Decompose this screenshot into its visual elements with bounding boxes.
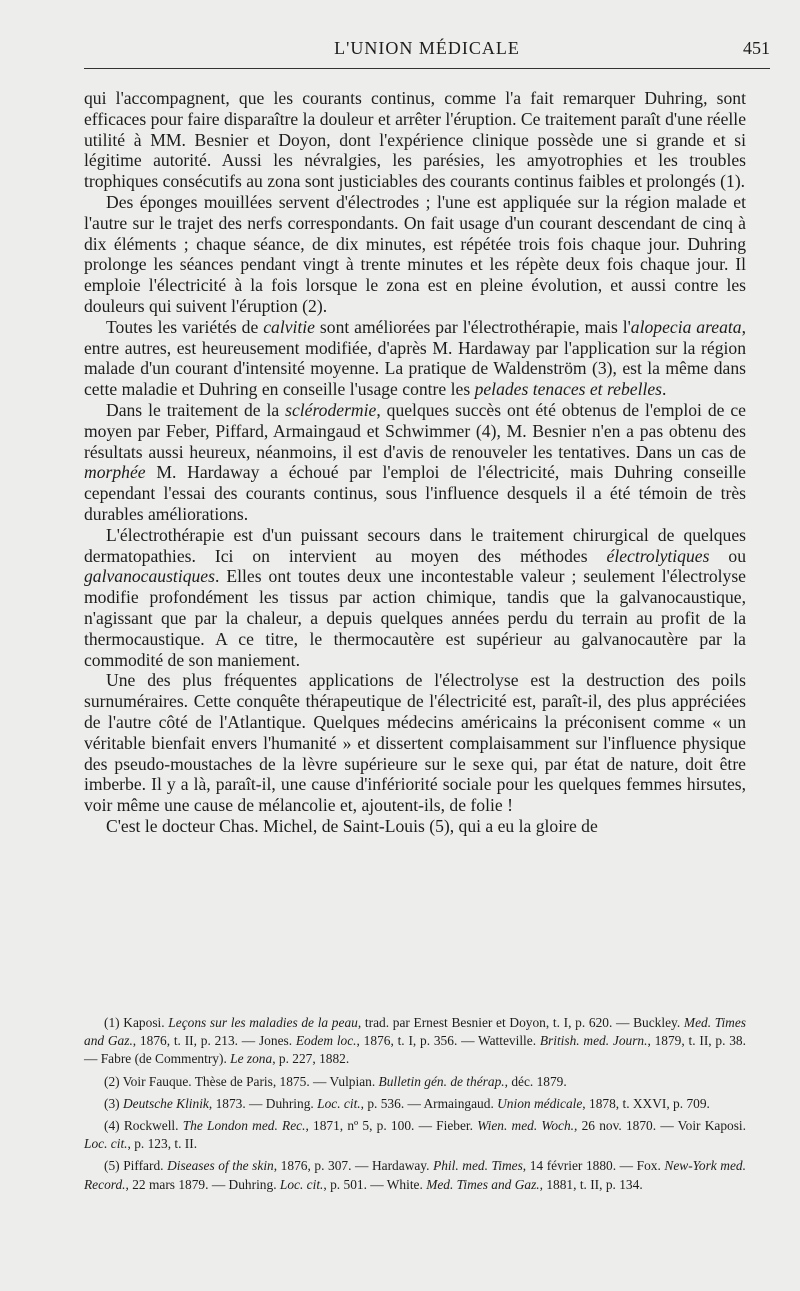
text-run: , 1873. — Duhring. [208, 1095, 318, 1111]
text-run: , trad. par Ernest Besnier et Doyon, t. I, p. 620. — Buckley. [357, 1015, 684, 1030]
paragraph [84, 670, 746, 816]
text-run: Toutes les variétés de [106, 316, 264, 337]
italic-text: Deutsche Klinik [122, 1095, 209, 1111]
text-run: , 1876, t. II, p. 213. — Jones. [132, 1033, 296, 1049]
italic-text: Bulletin gén. de thérap. [378, 1073, 505, 1089]
italic-text: New-York med. Record. [84, 1158, 746, 1192]
italic-text: Wien. med. Woch. [477, 1118, 575, 1134]
text-run: (2) Voir Fauque. Thèse de Paris, 1875. — Vulpian. [104, 1073, 379, 1089]
footnotes [84, 1014, 746, 1198]
paragraph [84, 88, 746, 192]
italic-text: morphée [84, 462, 146, 483]
italic-text: Eodem loc. [295, 1033, 357, 1049]
text-run: (4) Rockwell. [104, 1118, 183, 1134]
text-run: Des éponges mouillées servent d'électrodes ; l'une est appliquée sur la région malade et l'autre sur le trajet des nerfs correspondants. On fait usage d'un courant descendant de cinq à dix éléments ; chaque séance, de dix minutes, est répétée trois fois chaque jour. Duhring prolonge les séances pendant vingt à trente minutes et les répète deux fois chaque jour. Il emploie l'électricité à la fois lorsque le zona est en pleine évolution, et aussi contre les douleurs qui suivent l'éruption (2). [84, 191, 746, 316]
italic-text: Med. Times and Gaz. [426, 1176, 540, 1192]
paragraph [84, 317, 746, 400]
footnote [84, 1014, 746, 1069]
text-run: , 14 février 1880. — Fox. [522, 1158, 665, 1174]
text-run: , quelques succès ont été obtenus de l'emploi de ce moyen par Feber, Piffard, Armaingaud et Schwimmer (4), M. Besnier n'en a pas obtenu des résultats aussi heureux, néanmoins, il est d'avis de renouveler les tentatives. Dans un cas de [84, 399, 746, 462]
text-run: , 1881, t. II, p. 134. [539, 1176, 643, 1192]
italic-text: Leçons sur les maladies de la peau [168, 1015, 358, 1030]
text-run: , 1876, t. I, p. 356. — Watteville. [356, 1033, 540, 1049]
paragraph [84, 816, 746, 837]
italic-text: British. med. Journ. [539, 1033, 648, 1049]
footnote [84, 1073, 746, 1091]
text-run: M. Hardaway a échoué par l'emploi de l'électricité, mais Duhring conseille cependant l'essai des courants continus, sous l'influence desquels il a été témoin de très durables améliorations. [84, 462, 746, 524]
footnote [84, 1117, 746, 1153]
text-run: (3) [104, 1095, 123, 1111]
text-run: , 1879, t. II, p. 38.— Fabre (de Commentry). [84, 1033, 746, 1067]
footnote [84, 1095, 746, 1113]
text-run: , 22 mars 1879. — Duhring. [125, 1176, 280, 1192]
italic-text: alopecia areata [630, 316, 742, 337]
italic-text: calvitie [263, 316, 315, 337]
text-run: C'est le docteur Chas. Michel, de Saint-Louis (5), qui a eu la gloire de [106, 815, 598, 836]
italic-text: Loc. cit. [84, 1136, 128, 1152]
footnote [84, 1157, 746, 1193]
text-run: , 1878, t. XXVI, p. 709. [582, 1095, 710, 1111]
text-run: , déc. 1879. [504, 1073, 567, 1089]
text-run: L'électrothérapie est d'un puissant secours dans le traitement chirurgical de quelques dermatopathies. Ici on intervient au moyen des méthodes [84, 524, 746, 566]
italic-text: The London med. Rec. [182, 1118, 306, 1134]
body-text [84, 88, 746, 837]
italic-text: Med. Times and Gaz. [84, 1015, 747, 1049]
text-run: ou [709, 545, 746, 566]
journal-title: L'UNION MÉDICALE [334, 38, 520, 58]
text-run: (5) Piffard. [104, 1158, 168, 1174]
text-run: , p. 227, 1882. [272, 1051, 350, 1067]
running-head [84, 38, 770, 62]
italic-text: Loc. cit. [317, 1095, 361, 1111]
text-run: , p. 123, t. II. [127, 1136, 198, 1152]
paragraph [84, 400, 746, 525]
text-run: (1) Kaposi. [104, 1015, 169, 1030]
text-run: , 26 nov. 1870. — Voir Kaposi. [574, 1118, 746, 1134]
text-run: , p. 501. — White. [323, 1176, 427, 1192]
italic-text: Le zona [230, 1051, 273, 1067]
header-rule [84, 68, 770, 69]
italic-text: sclérodermie [285, 399, 377, 420]
text-run: . Elles ont toutes deux une incontestable valeur ; seulement l'électrolyse modifie profondément les tissus par action chimique, tandis que la galvanocaustique, n'agissant que par la chaleur, a depuis quelques années perdu du terrain au profit de la thermocaustique. A ce titre, le thermocautère est supérieur au galvanocautère par la commodité de son maniement. [84, 566, 746, 670]
paragraph [84, 525, 746, 671]
text-run: . [662, 379, 667, 400]
text-run: , 1876, p. 307. — Hardaway. [273, 1158, 434, 1174]
page-number: 451 [743, 38, 770, 58]
italic-text: Diseases of the skin [167, 1158, 274, 1174]
italic-text: Loc. cit. [279, 1176, 324, 1192]
text-run: Une des plus fréquentes applications de l'électrolyse est la destruction des poils surnuméraires. Cette conquête thérapeutique de l'électricité est, paraît-il, des plus appréciées de l'autre côté de l'Atlantique. Quelques médecins américains la préconisent comme « un véritable bienfait envers l'humanité » et dissertent complaisamment sur l'influence physique des pseudo-moustaches de la lèvre supérieure sur le sexe qui, par état de nature, doit être imberbe. Il y a là, paraît-il, une cause d'infériorité sociale pour les quelques femmes hirsutes, voir même une cause de mélancolie et, ajoutent-ils, de folie ! [84, 670, 746, 816]
text-run: qui l'accompagnent, que les courants continus, comme l'a fait remarquer Duhring, sont efficaces pour faire disparaître la douleur et arrêter l'éruption. Ce traitement paraît d'une réelle utilité à MM. Besnier et Doyon, dont l'expérience clinique possède une si grande et si légitime autorité. Aussi les névralgies, les parésies, les amyotrophies et les troubles trophiques consécutifs au zona sont justiciables des courants continus faibles et prolongés (1). [84, 88, 746, 192]
italic-text: galvanocaustiques [84, 566, 215, 587]
italic-text: Phil. med. Times [433, 1158, 523, 1174]
italic-text: pelades tenaces et rebelles [474, 379, 663, 400]
paragraph [84, 192, 746, 317]
text-run: Dans le traitement de la [106, 399, 286, 420]
text-run: sont améliorées par l'électrothérapie, mais l' [315, 316, 631, 337]
italic-text: Union médicale [497, 1095, 583, 1111]
text-run: , 1871, nº 5, p. 100. — Fieber. [305, 1118, 478, 1134]
italic-text: électrolytiques [606, 545, 710, 566]
text-run: , p. 536. — Armaingaud. [360, 1095, 498, 1111]
text-run: , entre autres, est heureusement modifiée, d'après M. Hardaway par l'application sur la région malade d'un courant d'intensité moyenne. La pratique de Waldenström (3), est la même dans cette maladie et Duhring en conseille l'usage contre les [84, 316, 746, 400]
